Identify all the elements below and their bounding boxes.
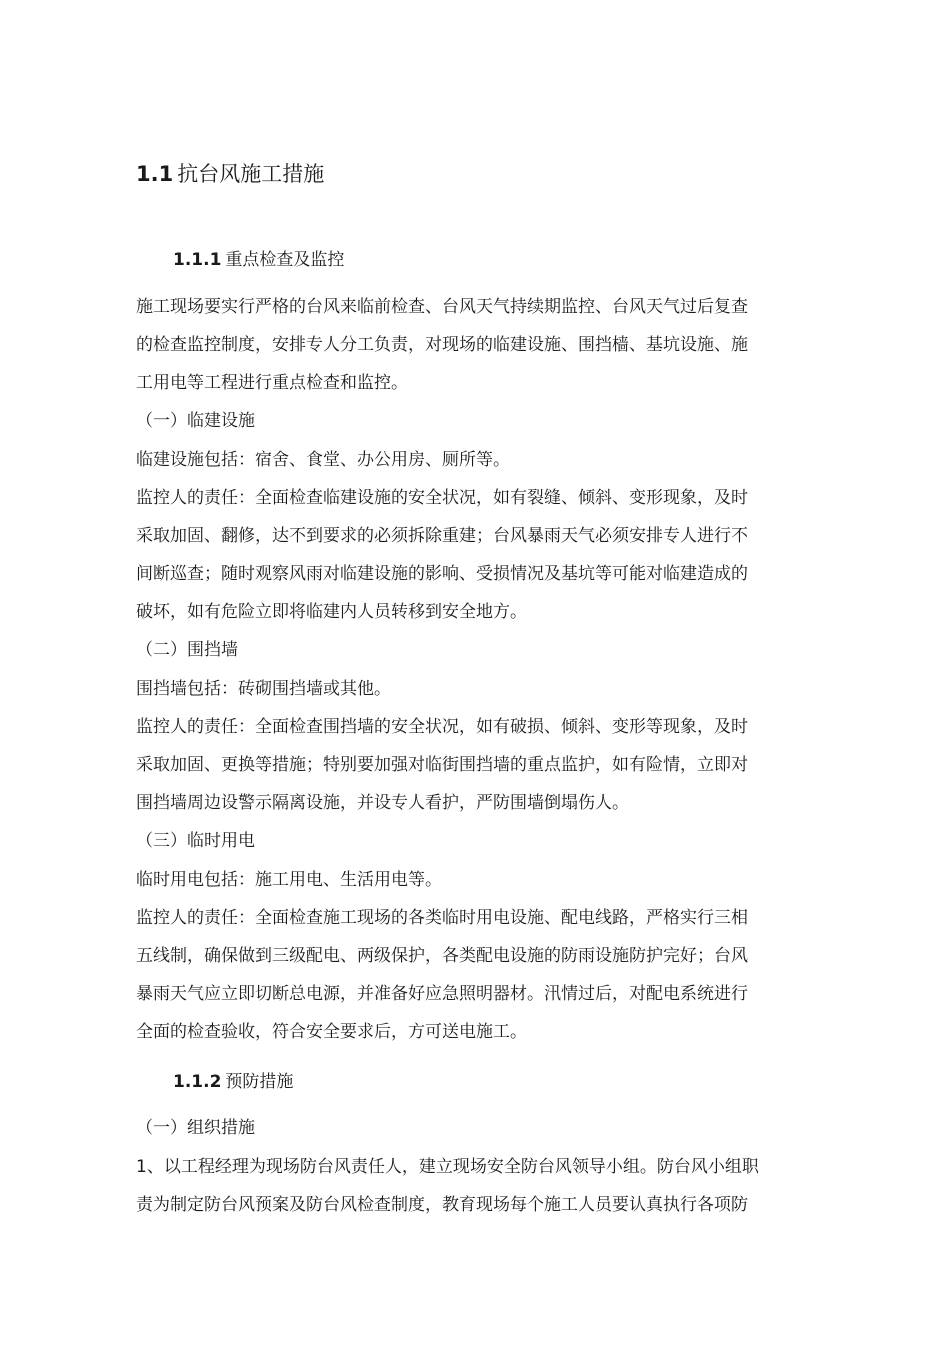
text-line: 工用电等工程进行重点检查和监控。 [136,373,408,393]
subsection-title: 重点检查及监控 [225,250,345,270]
text-line: 临时用电包括：施工用电、生活用电等。 [136,870,442,890]
text-line: 监控人的责任：全面检查施工现场的各类临时用电设施、配电线路，严格实行三相 [136,908,748,928]
item-heading: （一）临建设施 [136,411,255,431]
section-number: 1.1 [136,162,174,186]
section-title: 抗台风施工措施 [177,162,325,186]
subsection-number: 1.1.1 [173,250,222,270]
text-line: 全面的检查验收，符合安全要求后，方可送电施工。 [136,1022,527,1042]
text-line: 采取加固、翻修，达不到要求的必须拆除重建；台风暴雨天气必须安排专人进行不 [136,526,748,546]
text-line: 围挡墙周边设警示隔离设施，并设专人看护，严防围墙倒塌伤人。 [136,793,629,813]
item-heading: （一）组织措施 [136,1118,255,1138]
subsection-title: 预防措施 [225,1072,294,1092]
text-line: 破坏，如有危险立即将临建内人员转移到安全地方。 [136,602,527,622]
text-line: 围挡墙包括：砖砌围挡墙或其他。 [136,679,391,699]
text-line: 采取加固、更换等措施；特别要加强对临街围挡墙的重点监护，如有险情，立即对 [136,755,748,775]
text-line: 责为制定防台风预案及防台风检查制度，教育现场每个施工人员要认真执行各项防 [136,1195,748,1215]
item-heading: （三）临时用电 [136,831,255,851]
subsection-number: 1.1.2 [173,1072,222,1092]
item-heading: （二）围挡墙 [136,640,238,660]
subsection-heading [173,248,344,272]
text-line: 施工现场要实行严格的台风来临前检查、台风天气持续期监控、台风天气过后复查 [136,297,748,317]
section-heading [136,160,324,188]
text-line: 的检查监控制度，安排专人分工负责，对现场的临建设施、围挡樯、基坑设施、施 [136,335,748,355]
text-line: 监控人的责任：全面检查临建设施的安全状况，如有裂缝、倾斜、变形现象，及时 [136,488,748,508]
text-line: 间断巡查；随时观察风雨对临建设施的影响、受损情况及基坑等可能对临建造成的 [136,564,748,584]
text-line: 监控人的责任：全面检查围挡墙的安全状况，如有破损、倾斜、变形等现象，及时 [136,717,748,737]
subsection-heading [173,1070,293,1094]
text-line: 暴雨天气应立即切断总电源，并准备好应急照明器材。汛情过后，对配电系统进行 [136,984,748,1004]
text-line: 1、以工程经理为现场防台风责任人，建立现场安全防台风领导小组。防台风小组职 [136,1157,759,1177]
text-line: 临建设施包括：宿舍、食堂、办公用房、厕所等。 [136,450,510,470]
text-line: 五线制，确保做到三级配电、两级保护，各类配电设施的防雨设施防护完好；台风 [136,946,748,966]
